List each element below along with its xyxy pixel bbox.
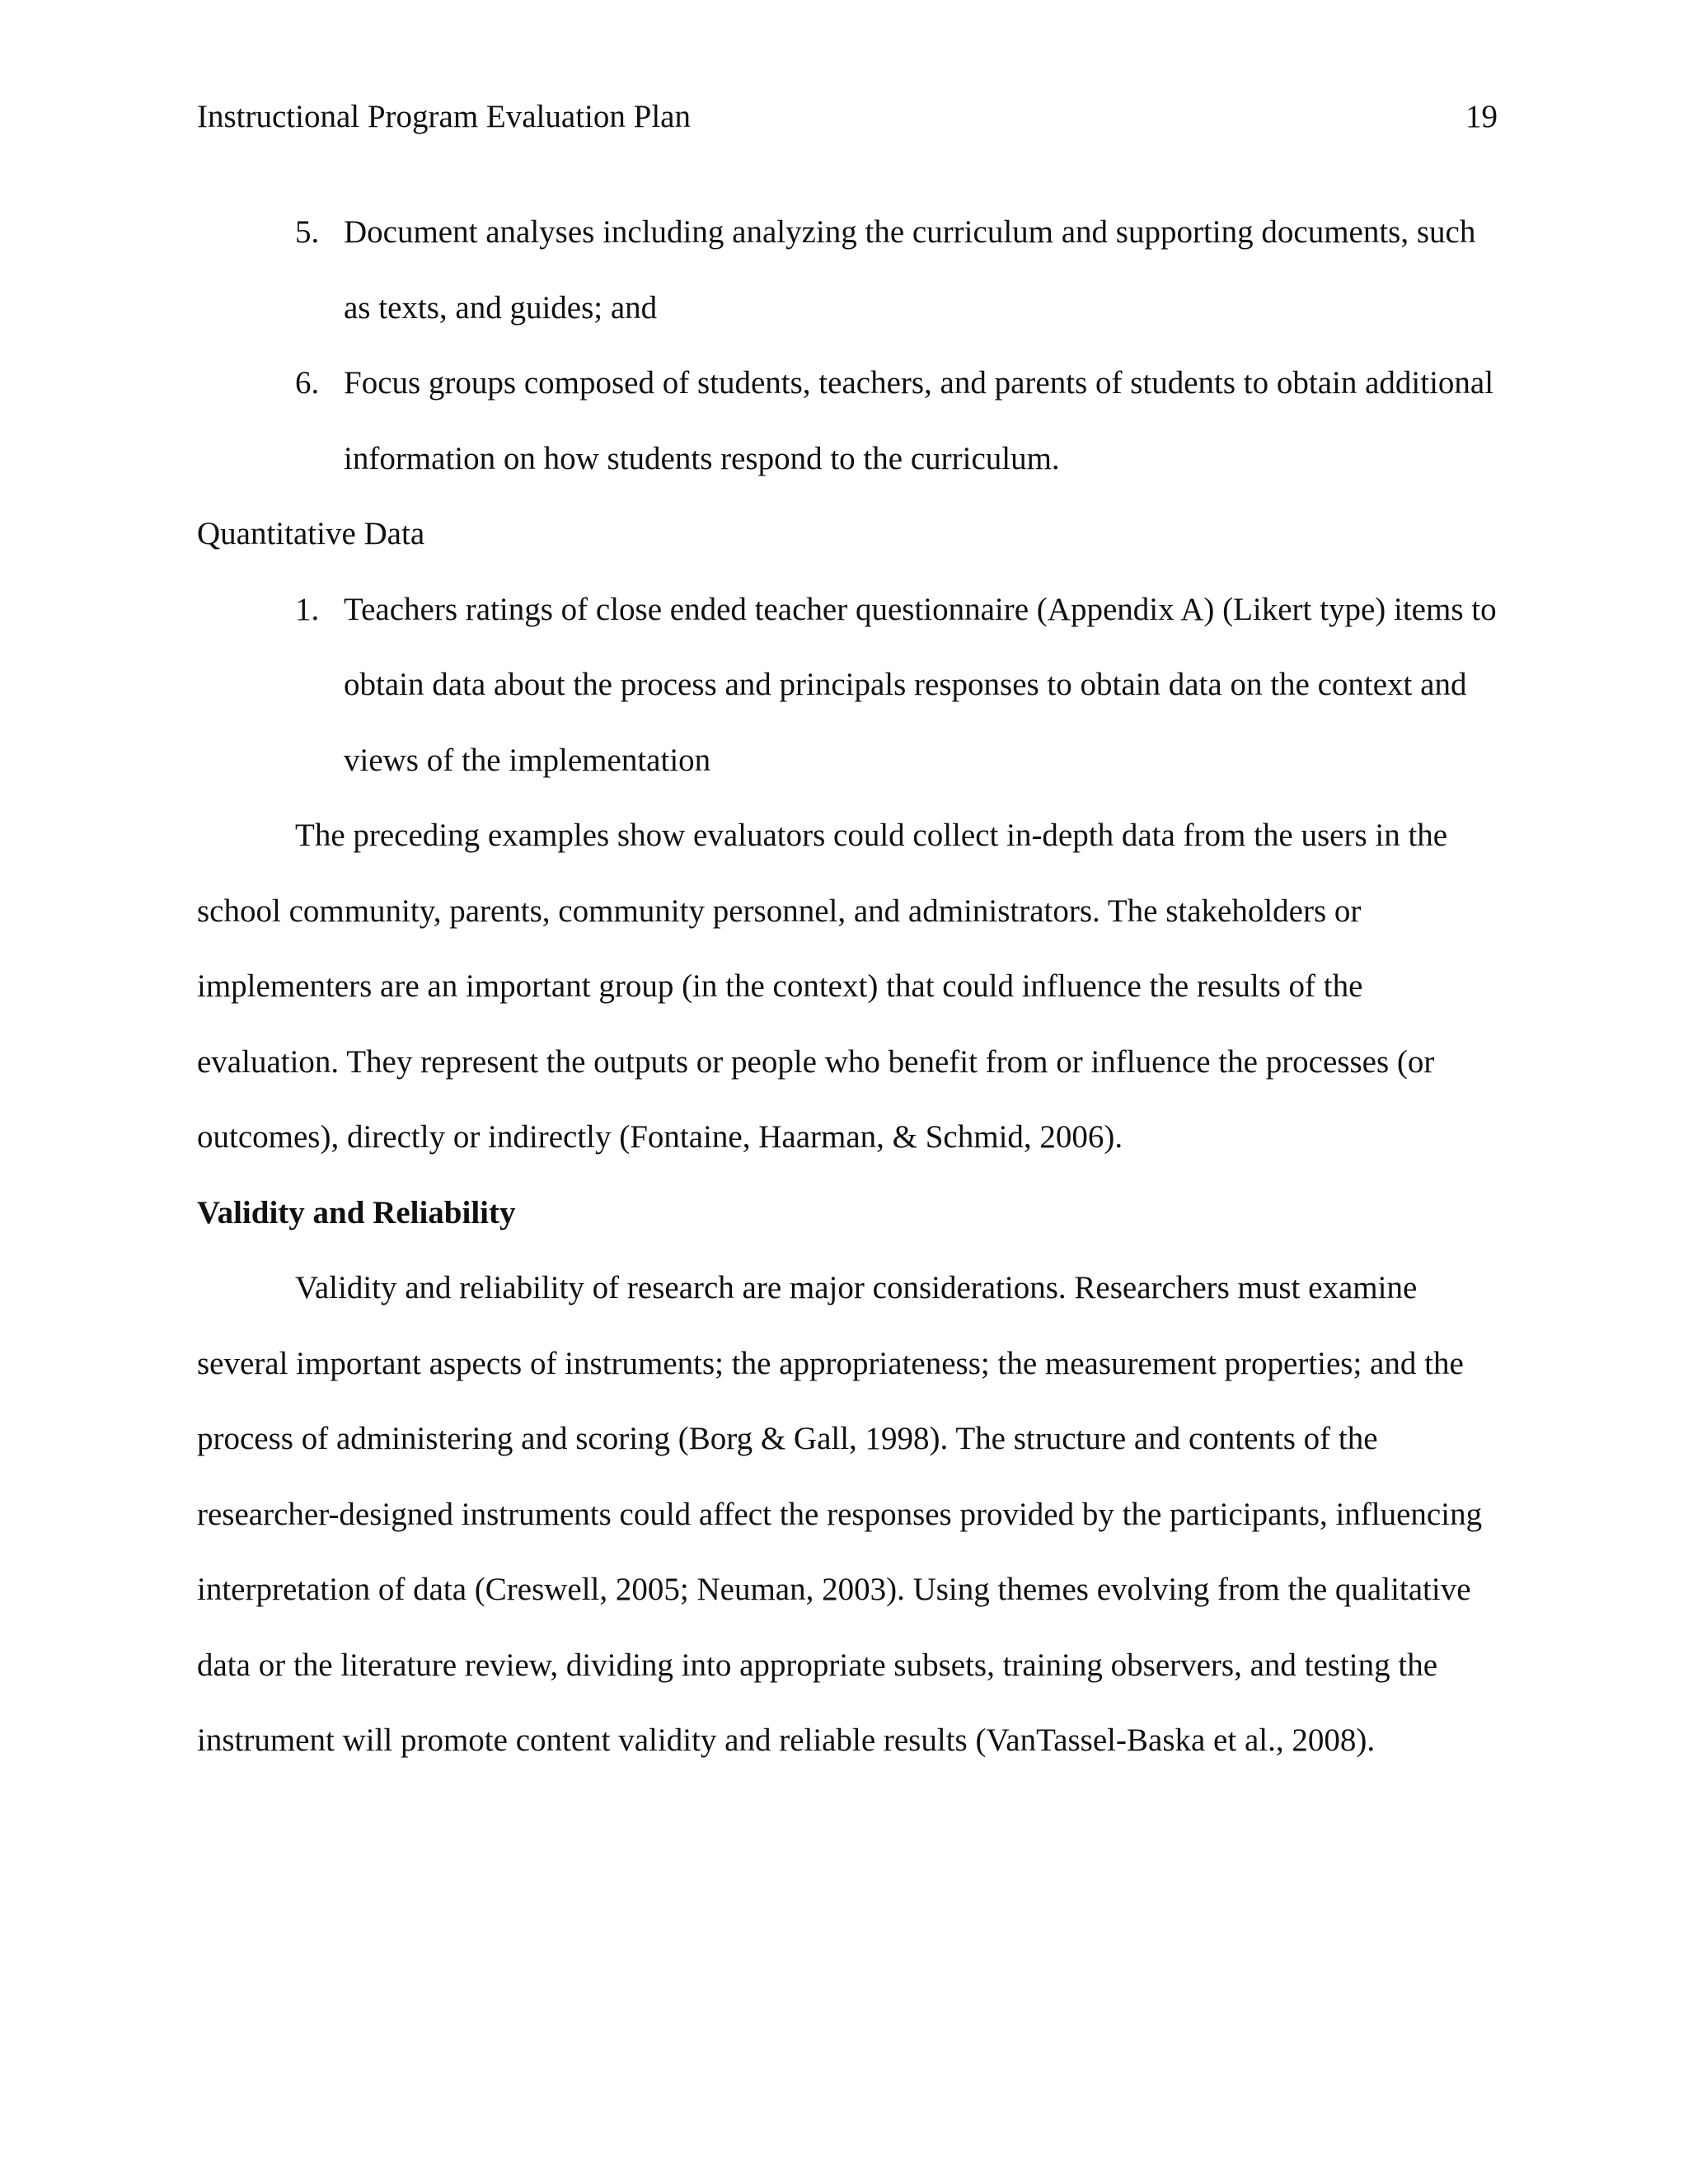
section-heading: Validity and Reliability bbox=[197, 1194, 516, 1230]
list-item bbox=[197, 345, 1498, 496]
list-item-number: 5. bbox=[295, 214, 320, 250]
body-paragraph: The preceding examples show evaluators could collect in-depth data from the users in the school community, parents, community personnel, and administrators. The stakeholders or implementers are an important group (in the context) that could influence the results of the evaluation. They represent the outputs or people who benefit from or influence the processes (or outcomes), directly or indirectly (Fontaine, Haarman, & Schmid, 2006). bbox=[197, 818, 1448, 1155]
document-body bbox=[197, 194, 1498, 1779]
quantitative-data-label: Quantitative Data bbox=[197, 516, 425, 551]
running-head: Instructional Program Evaluation Plan bbox=[197, 99, 691, 134]
list-item-number: 6. bbox=[295, 365, 320, 401]
body-paragraph: Validity and reliability of research are major considerations. Researchers must examine several important aspects of instruments; the appropriateness; the measurement properties; and the process of administering and scoring (Borg & Gall, 1998). The structure and contents of the researcher-designed instruments could affect the responses provided by the participants, influencing interpretation of data (Creswell, 2005; Neuman, 2003). Using themes evolving from the qualitative data or the literature review, dividing into appropriate subsets, training observers, and testing the instrument will promote content validity and reliable results (VanTassel-Baska et al., 2008). bbox=[197, 1270, 1483, 1758]
list-item-number: 1. bbox=[295, 591, 320, 627]
list-item bbox=[197, 194, 1498, 345]
list-item bbox=[197, 572, 1498, 799]
list-item-text: Focus groups composed of students, teachers, and parents of students to obtain additional information on how students respond to the curriculum. bbox=[344, 365, 1494, 476]
list-item-text: Teachers ratings of close ended teacher questionnaire (Appendix A) (Likert type) items to obtain data about the process and principals responses to obtain data on the context and views of the implementation bbox=[344, 591, 1497, 778]
quantitative-list bbox=[197, 572, 1498, 799]
list-item-text: Document analyses including analyzing the curriculum and supporting documents, such as texts, and guides; and bbox=[344, 214, 1476, 326]
numbered-list-continued bbox=[197, 194, 1498, 496]
page-number: 19 bbox=[1465, 99, 1498, 134]
